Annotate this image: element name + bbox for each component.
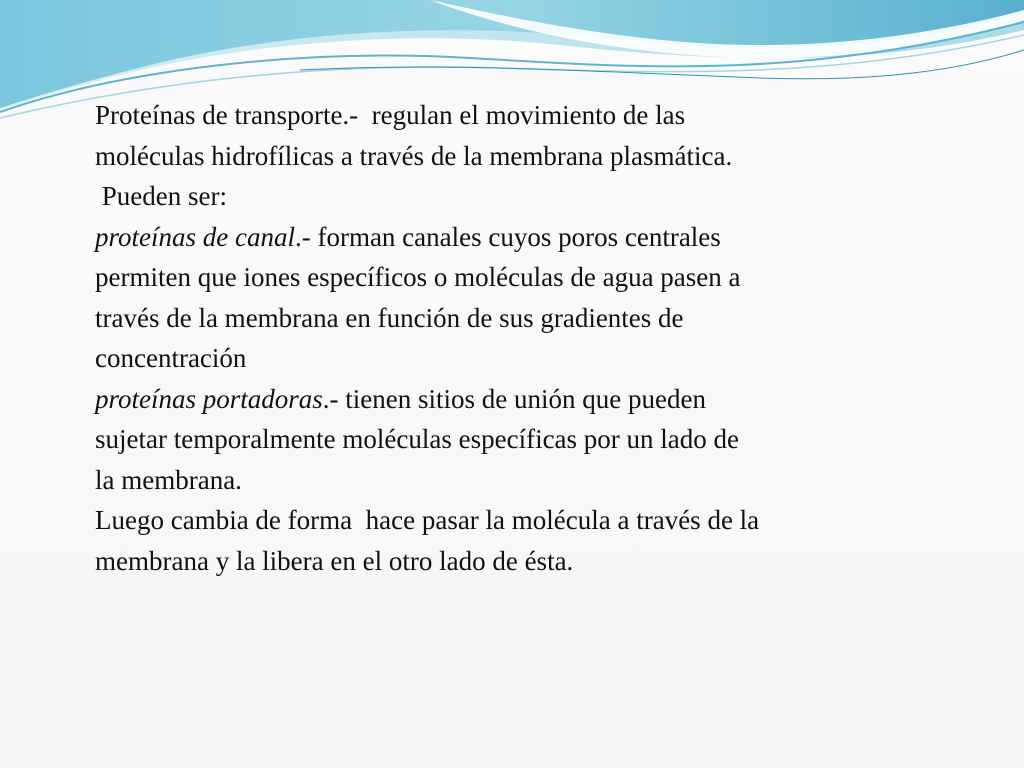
term-proteinas-portadoras: proteínas portadoras <box>95 383 323 414</box>
text-line: permiten que iones específicos o moléculas de agua pasen a <box>95 262 741 292</box>
text-line: concentración <box>95 343 247 373</box>
wave-line-3 <box>300 50 1024 79</box>
definition-portadoras: .- tienen sitios de unión que pueden <box>322 383 706 414</box>
text-line: sujetar temporalmente moléculas específicas por un lado de <box>95 424 740 454</box>
term-proteinas-de-canal: proteínas de canal <box>95 221 295 252</box>
text-line: moléculas hidrofílicas a través de la membrana plasmática. <box>95 140 733 171</box>
text-line-canal <box>95 217 955 258</box>
text-line: la membrana. <box>95 464 242 495</box>
text-line-portadoras <box>95 379 955 420</box>
text-line: membrana y la libera en el otro lado de ésta. <box>95 545 574 576</box>
text-line: través de la membrana en función de sus gradientes de <box>95 302 684 333</box>
text-line: Luego cambia de forma hace pasar la molécula a través de la <box>95 505 760 535</box>
body-text <box>95 95 955 581</box>
text-line: Pueden ser: <box>95 181 227 211</box>
definition-canal: .- forman canales cuyos poros centrales <box>294 221 721 252</box>
text-line: Proteínas de transporte.- regulan el movimiento de las <box>95 100 686 130</box>
